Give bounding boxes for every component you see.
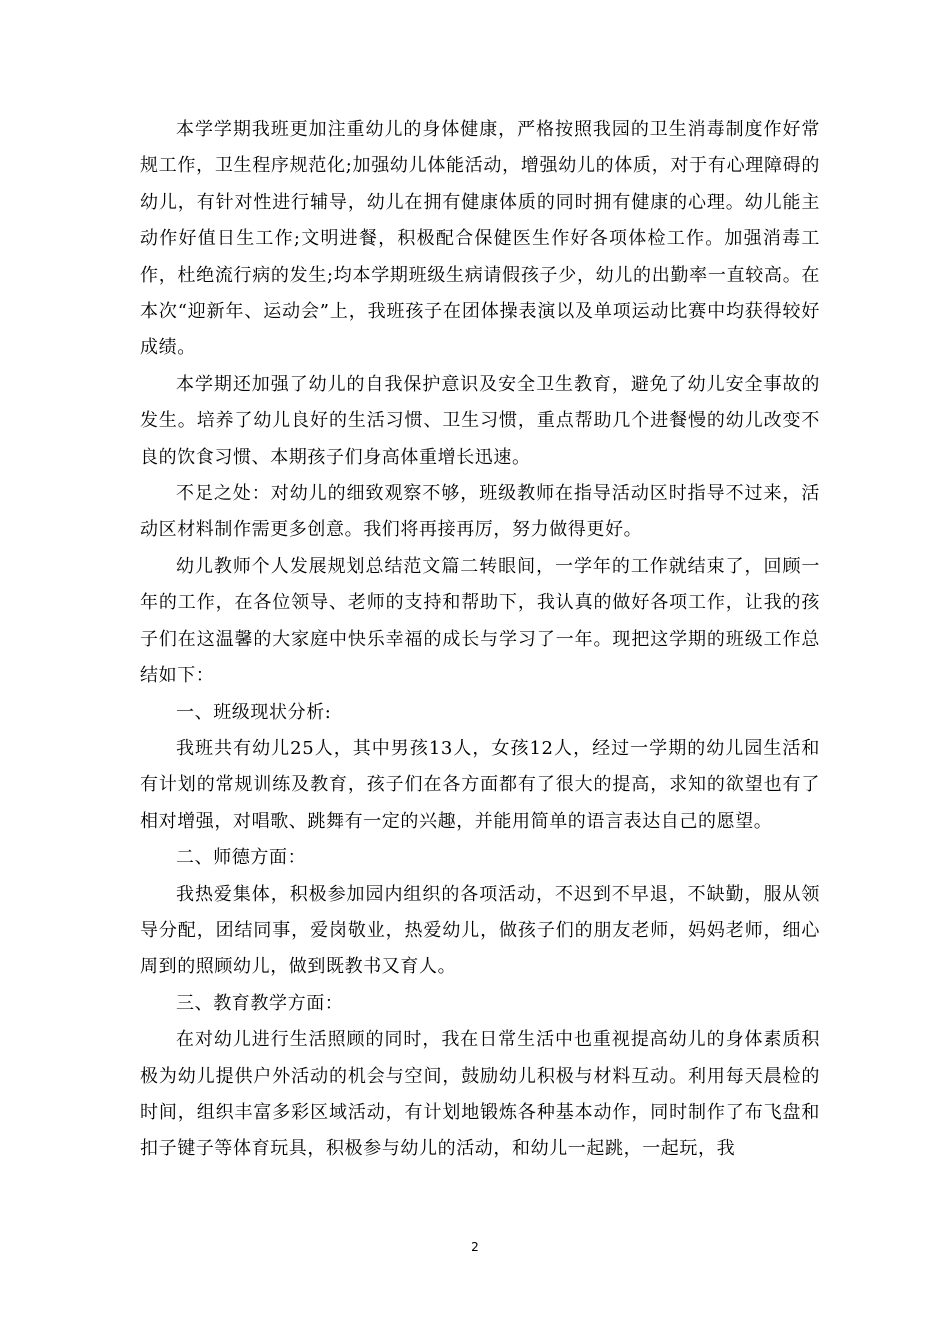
paragraph-health: 本学学期我班更加注重幼儿的身体健康，严格按照我园的卫生消毒制度作好常规工作，卫生程序规范化;加强幼儿体能活动，增强幼儿的体质，对于有心理障碍的幼儿，有针对性进行辅导，幼儿在拥有健康体质的同时拥有健康的心理。幼儿能主动作好值日生工作;文明进餐，积极配合保健医生作好各项体检工作。加强消毒工作，杜绝流行病的发生;均本学期班级生病请假孩子少，幼儿的出勤率一直较高。在本次“迎新年、运动会”上，我班孩子在团体操表演以及单项运动比赛中均获得较好成绩。	[140, 119, 820, 359]
heading-education-teaching: 三、教育教学方面：	[176, 992, 344, 1014]
paragraph-class-status: 我班共有幼儿25人，其中男孩13人，女孩12人，经过一学期的幼儿园生活和有计划的常规训练及教育，孩子们在各方面都有了很大的提高，求知的欲望也有了相对增强，对唱歌、跳舞有一定的兴趣，并能用简单的语言表达自己的愿望。	[140, 737, 820, 832]
paragraph-safety: 本学期还加强了幼儿的自我保护意识及安全卫生教育，避免了幼儿安全事故的发生。培养了幼儿良好的生活习惯、卫生习惯，重点帮助几个进餐慢的幼儿改变不良的饮食习惯、本期孩子们身高体重增长迅速。	[140, 373, 820, 468]
paragraph-education-teaching: 在对幼儿进行生活照顾的同时，我在日常生活中也重视提高幼儿的身体素质积极为幼儿提供户外活动的机会与空间，鼓励幼儿积极与材料互动。利用每天晨检的时间，组织丰富多彩区域活动，有计划地锻炼各种基本动作，同时制作了布飞盘和扣子键子等体育玩具，积极参与幼儿的活动，和幼儿一起跳，一起玩，我	[140, 1029, 820, 1160]
paragraph-intro-part-two: 幼儿教师个人发展规划总结范文篇二转眼间，一学年的工作就结束了，回顾一年的工作，在各位领导、老师的支持和帮助下，我认真的做好各项工作，让我的孩子们在这温馨的大家庭中快乐幸福的成长与学习了一年。现把这学期的班级工作总结如下：	[140, 555, 820, 687]
heading-teacher-ethics: 二、师德方面：	[176, 847, 307, 869]
document-body	[140, 112, 820, 1168]
heading-class-status: 一、班级现状分析:	[176, 701, 332, 723]
paragraph-teacher-ethics: 我热爱集体，积极参加园内组织的各项活动，不迟到不早退，不缺勤，服从领导分配，团结同事，爱岗敬业，热爱幼儿，做孩子们的朋友老师，妈妈老师，细心周到的照顾幼儿，做到既教书又育人。	[140, 883, 820, 978]
page-number: 2	[471, 1240, 479, 1254]
paragraph-shortcomings: 不足之处：对幼儿的细致观察不够，班级教师在指导活动区时指导不过来，活动区材料制作需更多创意。我们将再接再厉，努力做得更好。	[140, 483, 820, 541]
